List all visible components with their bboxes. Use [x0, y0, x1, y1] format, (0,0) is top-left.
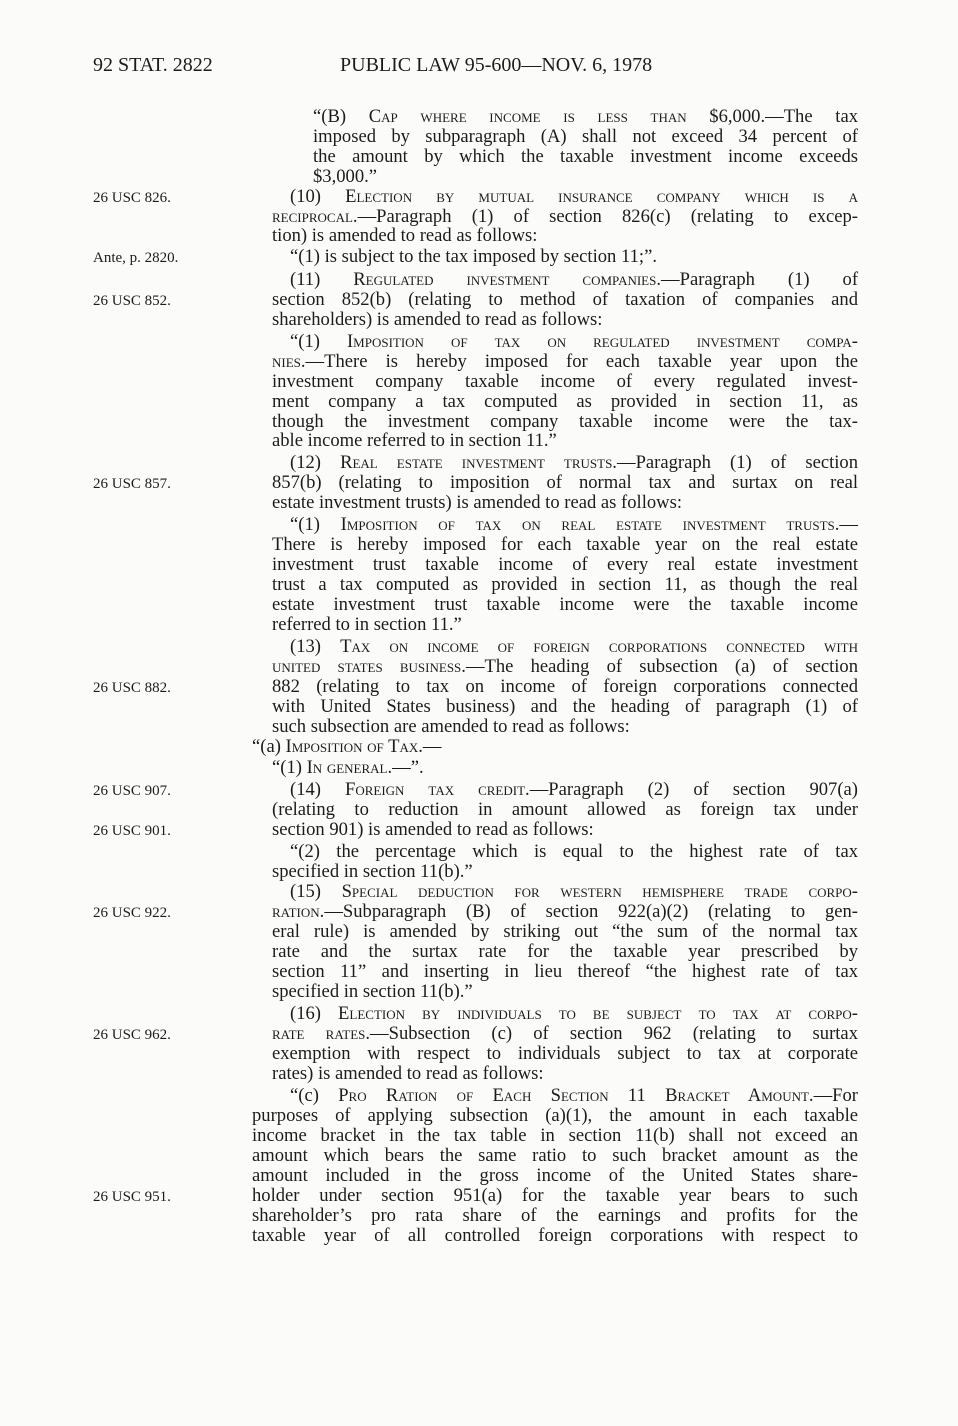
text-segment: (14) — [290, 779, 345, 800]
small-caps-heading: Foreign tax credit. — [344, 779, 530, 800]
margin-citation: 26 USC 857. — [93, 476, 171, 492]
text-line — [272, 431, 557, 451]
text-segment: $3,000.” — [313, 166, 378, 187]
text-line — [272, 800, 858, 820]
text-line — [252, 1226, 858, 1246]
text-segment: “(a) — [252, 736, 286, 757]
small-caps-heading: Election by mutual insurance company which is a — [345, 186, 858, 207]
text-segment: with United States business) and the heading of paragraph (1) of — [272, 696, 858, 717]
small-caps-heading: rate rates. — [272, 1023, 371, 1044]
text-segment: —For — [813, 1085, 858, 1106]
text-segment: eral rule) is amended by striking out “the sum of the normal tax — [272, 921, 858, 942]
text-line — [252, 1166, 858, 1186]
text-segment: There is hereby imposed for each taxable year on the real estate — [272, 534, 858, 555]
text-segment: specified in section 11(b).” — [272, 861, 473, 882]
text-segment: “(1) — [290, 514, 341, 535]
text-segment: (16) — [290, 1003, 339, 1024]
small-caps-heading: nies. — [272, 351, 306, 372]
text-line — [272, 820, 594, 840]
text-segment: such subsection are amended to read as follows: — [272, 716, 630, 737]
text-line — [290, 780, 858, 800]
text-segment: “(c) — [290, 1085, 339, 1106]
text-line — [272, 1024, 858, 1044]
text-segment: trust a tax computed as provided in section 11, as though the real — [272, 574, 858, 595]
text-segment: the amount by which the taxable investment income exceeds — [313, 146, 858, 167]
text-segment: investment trust taxable income of every real estate investment — [272, 554, 858, 575]
small-caps-heading: Pro Ration of Each Section 11 Bracket Amount. — [338, 1085, 814, 1106]
text-line — [290, 842, 858, 862]
text-segment: “(1) — [290, 331, 347, 352]
text-segment: —Paragraph (1) of section — [616, 452, 858, 473]
text-line — [252, 1186, 858, 1206]
text-line — [272, 615, 462, 635]
text-line — [272, 862, 473, 882]
text-segment: shareholders) is amended to read as follows: — [272, 309, 603, 330]
text-segment: “(B) — [313, 106, 369, 127]
small-caps-heading: Imposition of tax on real estate investment trusts. — [340, 514, 840, 535]
text-line — [272, 352, 858, 372]
text-segment: —Paragraph (1) of section 826(c) (relating to excep- — [357, 206, 858, 227]
text-line — [272, 392, 858, 412]
text-segment: rates) is amended to read as follows: — [272, 1063, 544, 1084]
text-segment: amount which bears the same ratio to such bracket amount as the — [252, 1145, 858, 1166]
text-line — [272, 473, 858, 493]
text-line — [290, 1086, 858, 1106]
text-line — [272, 717, 630, 737]
text-segment: taxable year of all controlled foreign corporations with respect to — [252, 1225, 858, 1246]
small-caps-heading: Imposition of tax on regulated investment compa- — [346, 331, 858, 352]
text-line — [252, 1146, 858, 1166]
text-segment: estate investment trusts) is amended to read as follows: — [272, 492, 682, 513]
text-line — [252, 1126, 858, 1146]
margin-citation: 26 USC 907. — [93, 783, 171, 799]
margin-citation: 26 USC 901. — [93, 823, 171, 839]
text-segment: (12) — [290, 452, 341, 473]
text-line — [272, 575, 858, 595]
text-segment: shareholder’s pro rata share of the earnings and profits for the — [252, 1205, 858, 1226]
text-line — [252, 1206, 858, 1226]
text-segment: section 852(b) (relating to method of taxation of companies and — [272, 289, 858, 310]
text-line — [272, 657, 858, 677]
text-segment: referred to in section 11.” — [272, 614, 462, 635]
small-caps-heading: Imposition of Tax. — [285, 736, 423, 757]
text-segment: estate investment trust taxable income were the taxable income — [272, 594, 858, 615]
text-segment: “(1) is subject to the tax imposed by section 11;”. — [290, 246, 657, 267]
text-segment: rate and the surtax rate for the taxable year prescribed by — [272, 941, 858, 962]
text-segment: —Paragraph (2) of section 907(a) — [529, 779, 858, 800]
text-line — [290, 187, 858, 207]
text-line — [290, 453, 858, 473]
text-line — [272, 942, 858, 962]
text-segment: (13) — [290, 636, 341, 657]
text-segment: though the investment company taxable income were the tax- — [272, 411, 858, 432]
margin-citation: 26 USC 826. — [93, 190, 171, 206]
text-line — [272, 902, 858, 922]
text-segment: section 901) is amended to read as follows: — [272, 819, 594, 840]
text-line — [272, 372, 858, 392]
text-line — [290, 247, 657, 267]
text-line — [272, 207, 858, 227]
text-segment: tion) is amended to read as follows: — [272, 225, 538, 246]
small-caps-heading: Special deduction for western hemisphere trade corpo- — [341, 881, 858, 902]
margin-citation: 26 USC 951. — [93, 1189, 171, 1205]
small-caps-heading: Election by individuals to be subject to tax at corpo- — [338, 1003, 858, 1024]
text-line — [290, 882, 858, 902]
text-segment: “(2) the percentage which is equal to the highest rate of tax — [290, 841, 858, 862]
text-line — [272, 226, 537, 246]
text-segment: — — [422, 736, 442, 757]
text-line — [272, 535, 858, 555]
text-segment: —There is hereby imposed for each taxable year upon the — [305, 351, 858, 372]
text-segment: ment company a tax computed as provided in section 11, as — [272, 391, 858, 412]
text-line — [272, 758, 424, 778]
text-segment: —”. — [392, 757, 424, 778]
text-line — [272, 697, 858, 717]
stat-page-number: 92 STAT. 2822 — [93, 54, 213, 76]
text-line — [272, 1064, 544, 1084]
text-line — [313, 167, 377, 187]
text-line — [290, 270, 858, 290]
text-line — [272, 595, 858, 615]
text-line — [272, 493, 682, 513]
small-caps-heading: united states business. — [272, 656, 466, 677]
text-segment: exemption with respect to individuals subject to tax at corporate — [272, 1043, 858, 1064]
text-segment: 857(b) (relating to imposition of normal tax and surtax on real — [272, 472, 858, 493]
small-caps-heading: Tax on income of foreign corporations connected with — [340, 636, 858, 657]
text-segment: —The heading of subsection (a) of section — [465, 656, 859, 677]
text-line — [272, 555, 858, 575]
text-segment: —The tax — [765, 106, 858, 127]
text-segment: —Paragraph (1) of — [661, 269, 859, 290]
margin-citation: 26 USC 922. — [93, 905, 171, 921]
text-segment: imposed by subparagraph (A) shall not exceed 34 percent of — [313, 126, 858, 147]
text-segment: (15) — [290, 881, 342, 902]
text-segment: (10) — [290, 186, 346, 207]
small-caps-heading: ration. — [272, 901, 325, 922]
text-line — [272, 310, 602, 330]
text-segment: amount included in the gross income of the United States share- — [252, 1165, 858, 1186]
text-segment: able income referred to in section 11.” — [272, 430, 557, 451]
small-caps-heading: In general. — [306, 757, 393, 778]
text-line — [272, 962, 858, 982]
text-line — [290, 1004, 858, 1024]
small-caps-heading: Regulated investment companies. — [353, 269, 662, 290]
text-segment: income bracket in the tax table in section 11(b) shall not exceed an — [252, 1125, 858, 1146]
text-segment: investment company taxable income of every regulated invest- — [272, 371, 858, 392]
text-line — [272, 922, 858, 942]
text-segment: (11) — [290, 269, 354, 290]
text-segment: section 11” and inserting in lieu thereof “the highest rate of tax — [272, 961, 858, 982]
margin-citation: 26 USC 852. — [93, 293, 171, 309]
text-segment: (relating to reduction in amount allowed as foreign tax under — [272, 799, 858, 820]
text-segment: purposes of applying subsection (a)(1), the amount in each taxable — [252, 1105, 858, 1126]
text-line — [272, 677, 858, 697]
margin-citation: 26 USC 882. — [93, 680, 171, 696]
text-segment: specified in section 11(b).” — [272, 981, 473, 1002]
text-segment: holder under section 951(a) for the taxable year bears to such — [252, 1185, 858, 1206]
margin-citation: 26 USC 962. — [93, 1027, 171, 1043]
text-segment: “(1) — [272, 757, 307, 778]
margin-cross-reference: Ante, p. 2820. — [93, 250, 179, 266]
text-segment: —Subsection (c) of section 962 (relating to surtax — [370, 1023, 858, 1044]
text-line — [252, 737, 441, 757]
text-line — [272, 412, 858, 432]
public-law-title: PUBLIC LAW 95-600—NOV. 6, 1978 — [340, 54, 653, 76]
text-segment: —Subparagraph (B) of section 922(a)(2) (relating to gen- — [324, 901, 858, 922]
text-line — [290, 515, 858, 535]
text-line — [290, 332, 858, 352]
text-line — [313, 107, 858, 127]
text-line — [272, 982, 473, 1002]
small-caps-heading: reciprocal. — [272, 206, 358, 227]
text-line — [313, 127, 858, 147]
text-line — [252, 1106, 858, 1126]
small-caps-heading: Real estate investment trusts. — [340, 452, 617, 473]
text-segment: — — [839, 514, 858, 535]
small-caps-heading: Cap where income is less than $6,000. — [368, 106, 766, 127]
text-line — [272, 1044, 858, 1064]
text-line — [313, 147, 858, 167]
text-line — [272, 290, 858, 310]
text-segment: 882 (relating to tax on income of foreign corporations connected — [272, 676, 858, 697]
text-line — [290, 637, 858, 657]
